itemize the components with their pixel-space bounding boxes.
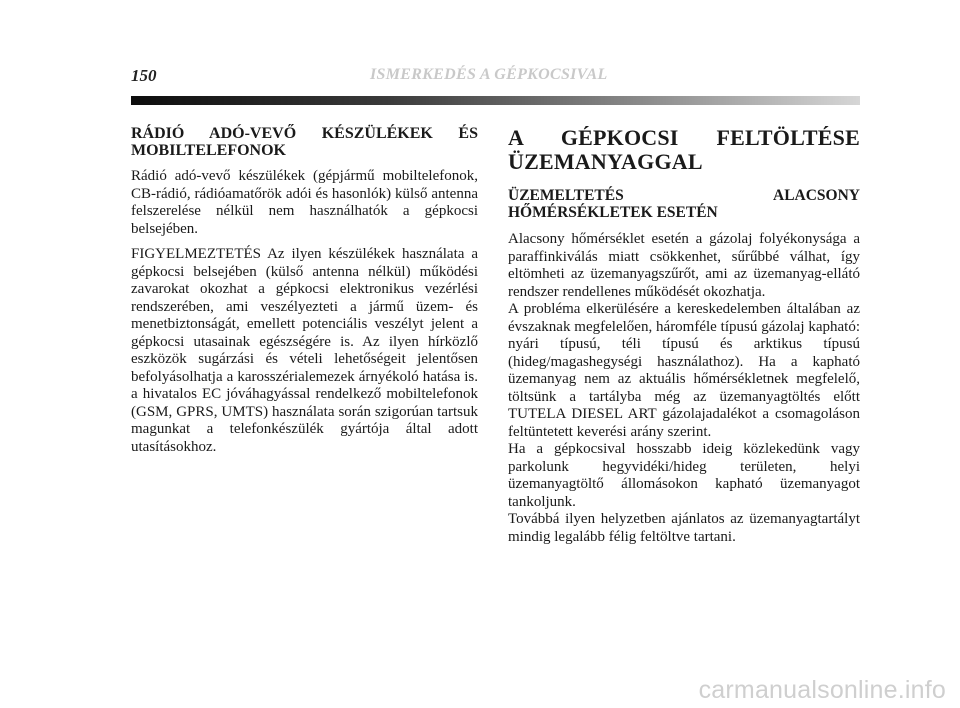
left-column bbox=[131, 125, 478, 456]
refueling-title: A GÉPKOCSI FELTÖLTÉSE ÜZEMANYAGGAL bbox=[508, 125, 860, 174]
low-temperature-paragraph-4: Továbbá ilyen helyzetben ajánlatos az üzemanyagtartályt mindig legalább félig feltöltve tartani. bbox=[508, 511, 860, 545]
low-temperature-paragraph-2: A probléma elkerülésére a kereskedelemben általában az évszaknak megfelelően, háromféle típusú gázolaj kapható: nyári típusú, téli típusú és arktikus típusú (hideg/magashegységi használathoz). Ha a kapható üzemanyag nem az aktuális hőmérsékletnek megfelelő, töltsünk a tartályba még az üzemanyagtöltés előtt TUTELA DIESEL ART gázolajadalékot a csomagoláson feltüntetett keverési arány szerint. bbox=[508, 301, 860, 440]
header-rule bbox=[131, 96, 860, 105]
low-temperature-paragraph-1: Alacsony hőmérséklet esetén a gázolaj folyékonysága a paraffinkiválás miatt csökkenhet, sűrűbbé válhat, így eltömheti az üzemanyagszűrőt, ami az üzemanyag-ellátó rendszer rendellenes működését okozhatja. bbox=[508, 231, 860, 300]
radio-paragraph: Rádió adó-vevő készülékek (gépjármű mobiltelefonok, CB-rádió, rádióamatőrök adói és hasonlók) külső antenna felszerelése nélkül nem használhatók a gépkocsi belsejében. bbox=[131, 168, 478, 237]
low-temperature-paragraph-3: Ha a gépkocsival hosszabb ideig közlekedünk vagy parkolunk hegyvidéki/hideg területen, helyi üzemanyagtöltő állomásokon kapható üzemanyagot tankoljunk. bbox=[508, 441, 860, 510]
low-temperature-subheading: ÜZEMELTETÉS ALACSONY HŐMÉRSÉKLETEK ESETÉN bbox=[508, 187, 860, 221]
page-number: 150 bbox=[131, 66, 157, 85]
warning-paragraph: FIGYELMEZTETÉS Az ilyen készülékek használata a gépkocsi belsejében (külső antenna nélkül) működési zavarokat okozhat a gépkocsi elektronikus vezérlési rendszerében, ami veszélyezteti a jármű üzem- és menetbiztonságát, emellett potenciális veszélyt jelent a gépkocsi utasainak egészségére is. Az ilyen hírközlő eszközök sugárzási és vételi lehetőségeit jelentősen befolyásolhatja a karosszérialemezek árnyékoló hatása is. a hivatalos EC jóváhagyással rendelkező mobiltelefonok (GSM, GPRS, UMTS) használata során szigorúan tartsuk magunkat a telefonkészülék gyártója által adott utasításokhoz. bbox=[131, 246, 478, 455]
running-header: ISMERKEDÉS A GÉPKOCSIVAL bbox=[370, 66, 608, 83]
radio-section-heading: RÁDIÓ ADÓ-VEVŐ KÉSZÜLÉKEK ÉS MOBILTELEFONOK bbox=[131, 125, 478, 159]
right-column bbox=[508, 125, 860, 546]
watermark: carmanualsonline.info bbox=[698, 676, 946, 704]
